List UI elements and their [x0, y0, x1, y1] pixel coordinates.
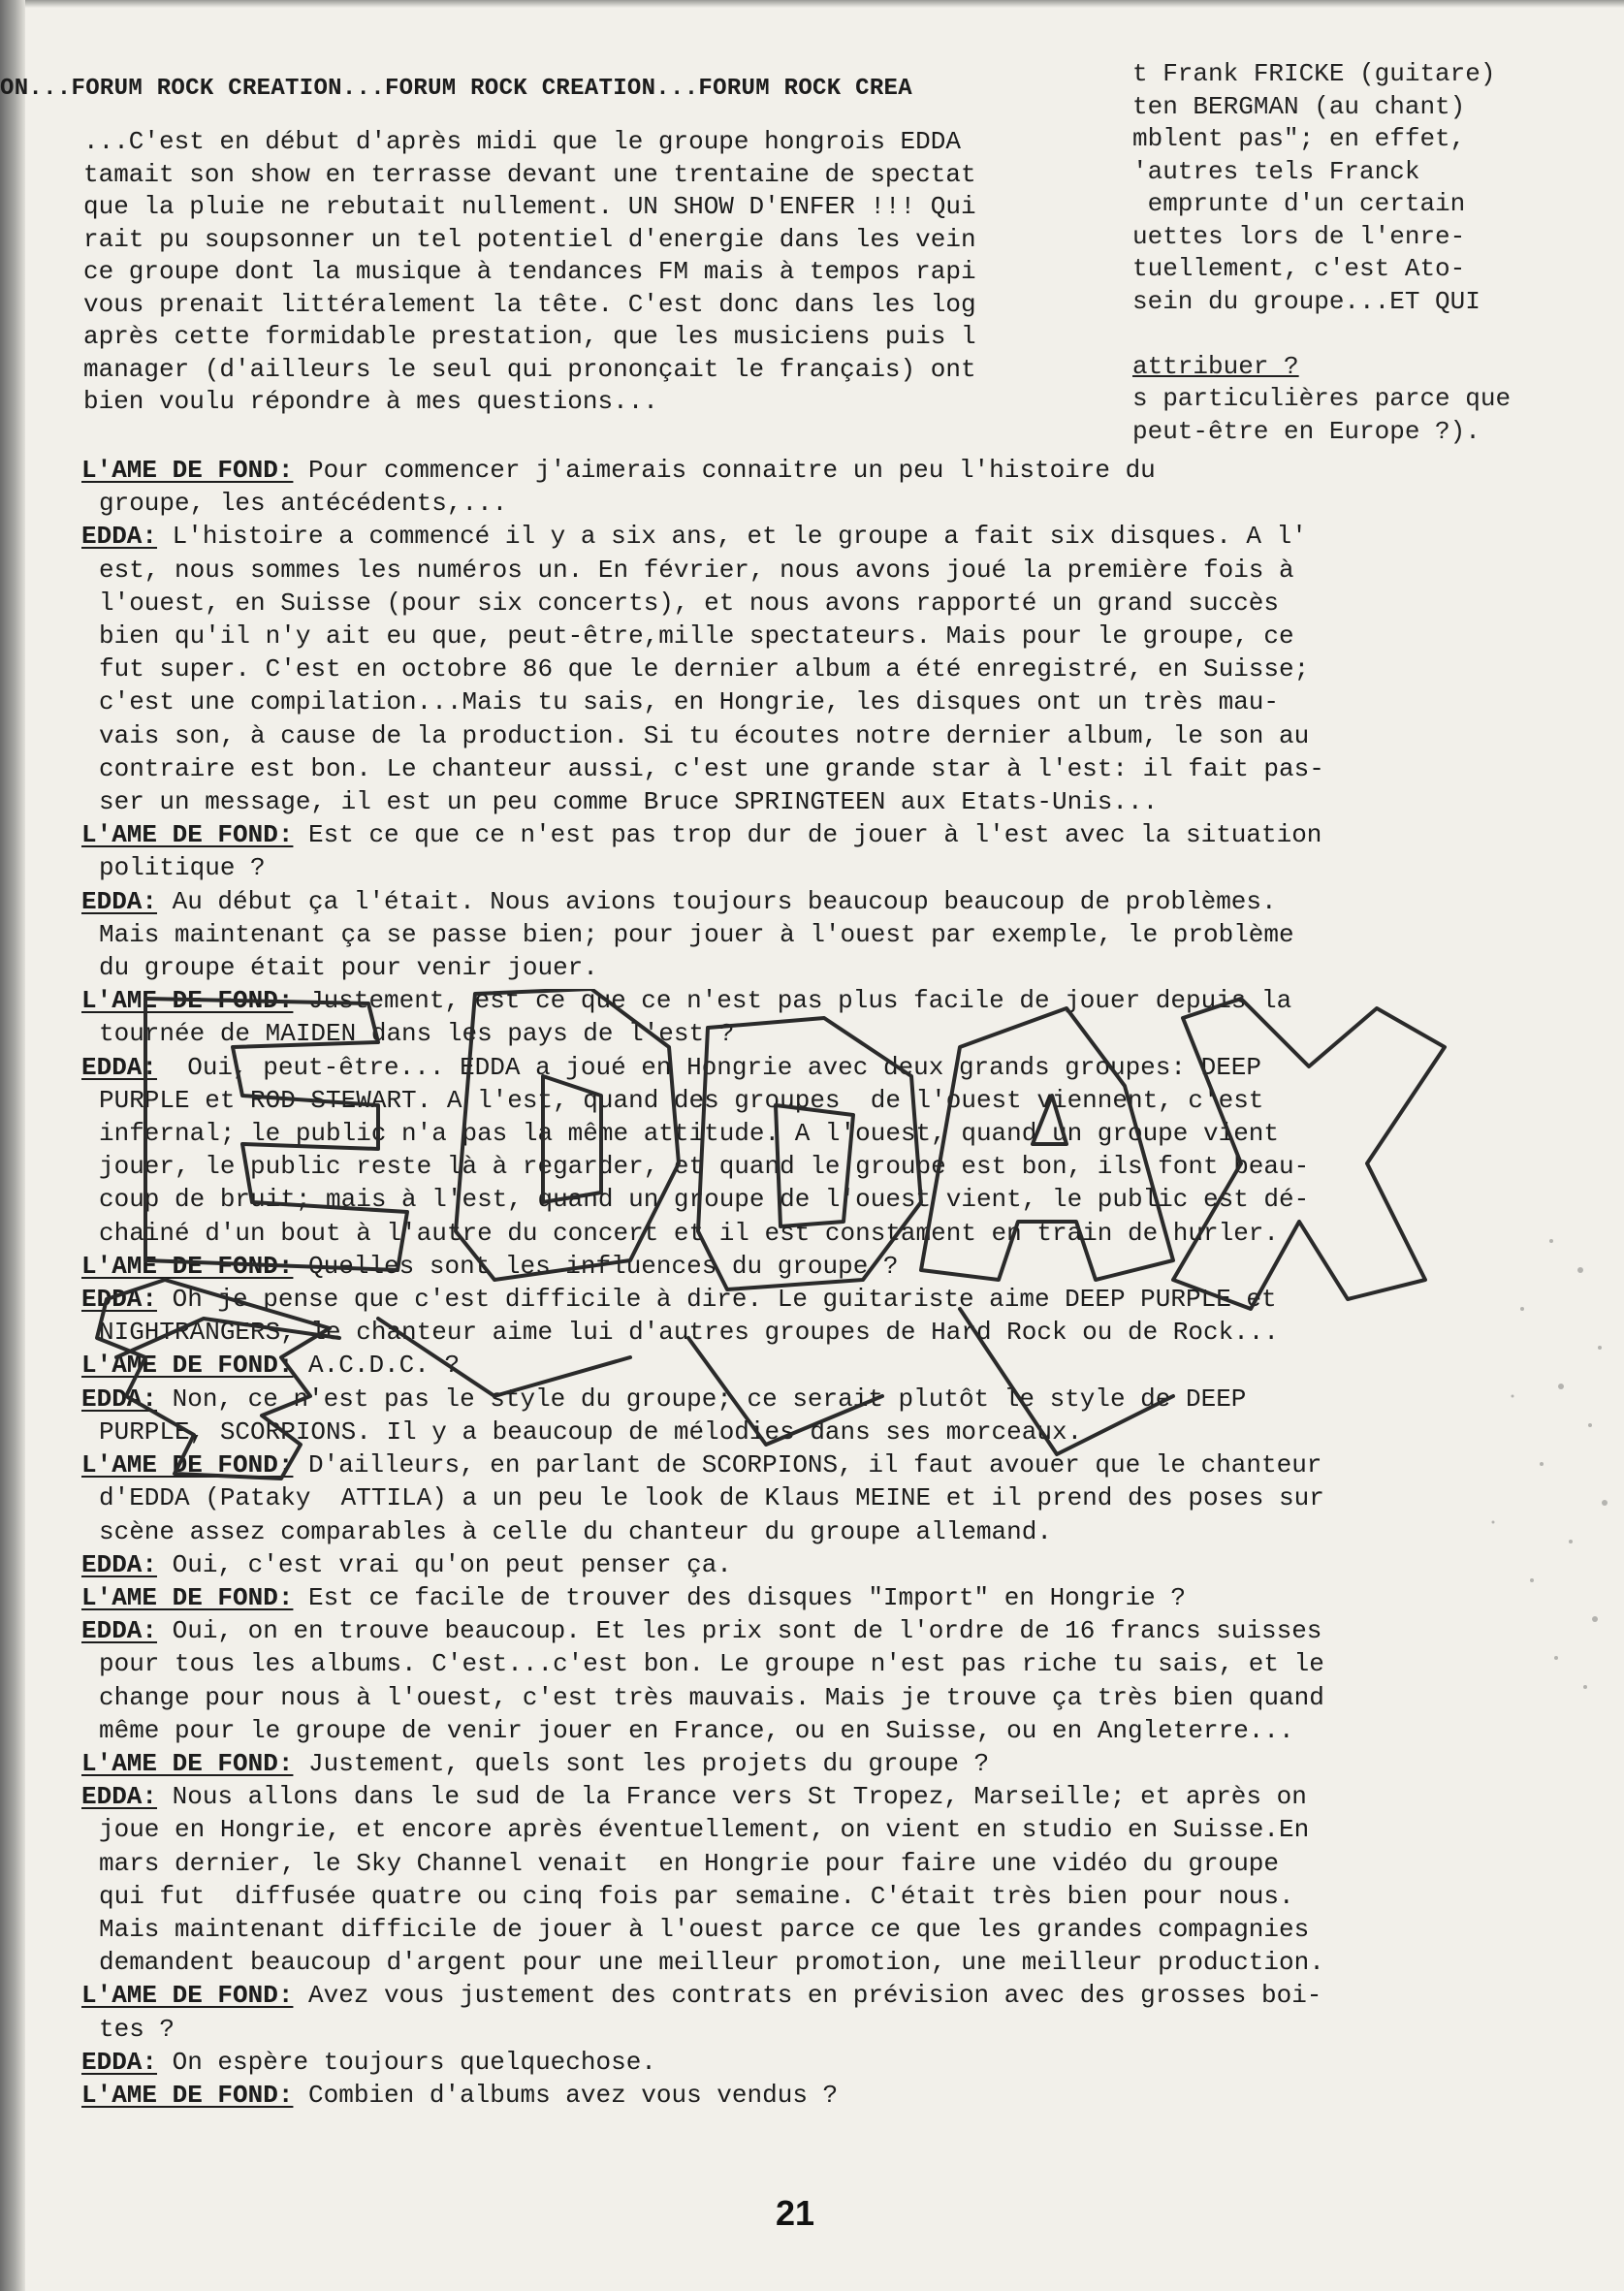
- speaker-text: A.C.D.C. ?: [293, 1351, 461, 1381]
- speaker-text: Nous allons dans le sud de la France vers St Tropez, Marseille; et après on: [157, 1782, 1307, 1812]
- speaker-label: L'AME DE FOND:: [81, 456, 294, 485]
- interview-exchange: [81, 1383, 1575, 1448]
- interview-exchange: [81, 1548, 1575, 1581]
- right-column-text: [1132, 58, 1598, 448]
- speaker-text-continuation: politique ?: [99, 853, 266, 883]
- exchange-first-line: [81, 1747, 1575, 1780]
- interview-exchange: [81, 2046, 1575, 2079]
- intro-line: vous prenait littéralement la tête. C'est donc dans les log: [83, 289, 976, 319]
- exchange-first-line: [81, 1614, 1575, 1647]
- speaker-text: Est ce que ce n'est pas trop dur de jouer à l'est avec la situation: [293, 820, 1322, 850]
- speaker-text-continuation: joue en Hongrie, et encore après éventuellement, on vient en studio en Suisse.En: [99, 1815, 1310, 1845]
- speaker-text-continuation: ser un message, il est un peu comme Bruce SPRINGTEEN aux Etats-Unis...: [99, 787, 1159, 817]
- speaker-text-continuation: contraire est bon. Le chanteur aussi, c'est une grande star à l'est: il fait pas-: [99, 753, 1324, 783]
- interview-exchange: [81, 885, 1575, 985]
- speaker-text: Pour commencer j'aimerais connaitre un peu l'histoire du: [293, 456, 1156, 485]
- speaker-label: L'AME DE FOND:: [81, 1450, 294, 1480]
- speaker-text: Non, ce n'est pas le style du groupe; ce serait plutôt le style de DEEP: [157, 1384, 1247, 1414]
- exchange-first-line: [81, 454, 1575, 487]
- speaker-label: EDDA:: [81, 886, 158, 916]
- speaker-text-continuation: PURPLE, SCORPIONS. Il y a beaucoup de mélodies dans ses morceaux.: [99, 1416, 1083, 1447]
- right-column-line: sein du groupe...ET QUI: [1132, 286, 1481, 316]
- speaker-text-continuation: NIGHTRANGERS, le chanteur aime lui d'autres groupes de Hard Rock ou de Rock...: [99, 1318, 1279, 1348]
- right-column-line: tuellement, c'est Ato-: [1132, 254, 1466, 283]
- speaker-label: EDDA:: [81, 522, 158, 552]
- speaker-text-continuation: qui fut diffusée quatre ou cinq fois par semaine. C'était très bien pour nous.: [99, 1881, 1294, 1911]
- speaker-text-continuation: Mais maintenant difficile de jouer à l'ouest parce ce que les grandes compagnies: [99, 1914, 1310, 1944]
- speaker-label: L'AME DE FOND:: [81, 986, 294, 1016]
- speaker-text-continuation: tournée de MAIDEN dans les pays de l'est ?: [99, 1019, 735, 1049]
- speaker-label: EDDA:: [81, 1782, 158, 1812]
- speaker-text: Au début ça l'était. Nous avions toujours beaucoup beaucoup de problèmes.: [157, 886, 1277, 916]
- interview-exchange: [81, 1051, 1575, 1250]
- speaker-text-continuation: groupe, les antécédents,...: [99, 489, 508, 519]
- speaker-text-continuation: bien qu'il n'y ait eu que, peut-être,mille spectateurs. Mais pour le groupe, ce: [99, 621, 1294, 652]
- interview-exchange: [81, 1780, 1575, 1979]
- page-number: 21: [776, 2193, 815, 2233]
- right-column-line: mblent pas"; en effet,: [1132, 124, 1466, 153]
- binding-edge: [0, 0, 25, 2291]
- interview-exchange: [81, 1283, 1575, 1349]
- right-column-line: [1132, 318, 1598, 351]
- speaker-label: L'AME DE FOND:: [81, 820, 294, 850]
- speaker-label: EDDA:: [81, 1384, 158, 1414]
- exchange-first-line: [81, 1383, 1575, 1416]
- right-column-line: t Frank FRICKE (guitare): [1132, 59, 1496, 88]
- speaker-text: Justement, quels sont les projets du groupe ?: [293, 1748, 990, 1778]
- exchange-first-line: [81, 984, 1575, 1017]
- exchange-first-line: [81, 1250, 1575, 1283]
- speaker-label: EDDA:: [81, 1549, 158, 1579]
- exchange-first-line: [81, 1051, 1575, 1084]
- section-banner: ON...FORUM ROCK CREATION...FORUM ROCK CREATION...FORUM ROCK CREA: [0, 76, 912, 102]
- speaker-text: D'ailleurs, en parlant de SCORPIONS, il faut avouer que le chanteur: [293, 1450, 1322, 1480]
- interview-exchange: [81, 2079, 1575, 2112]
- right-column-line: s particulières parce que: [1132, 384, 1512, 413]
- exchange-first-line: [81, 1979, 1575, 2012]
- speaker-text: Avez vous justement des contrats en prévision avec des grosses boi-: [293, 1981, 1322, 2011]
- speaker-text: Oui, on en trouve beaucoup. Et les prix sont de l'ordre de 16 francs suisses: [157, 1616, 1322, 1646]
- speaker-text: Oui, peut-être... EDDA a joué en Hongrie avec deux grands groupes: DEEP: [157, 1052, 1262, 1082]
- intro-line: ...C'est en début d'après midi que le groupe hongrois EDDA: [83, 127, 961, 156]
- speaker-text-continuation: est, nous sommes les numéros un. En février, nous avons joué la première fois à: [99, 555, 1294, 585]
- speaker-text-continuation: demandent beaucoup d'argent pour une meilleur promotion, une meilleur production.: [99, 1948, 1324, 1978]
- intro-line: tamait son show en terrasse devant une trentaine de spectat: [83, 159, 976, 189]
- speaker-label: L'AME DE FOND:: [81, 1351, 294, 1381]
- scan-top-edge: [0, 0, 1624, 8]
- speaker-text: Combien d'albums avez vous vendus ?: [293, 2080, 839, 2110]
- exchange-first-line: [81, 885, 1575, 918]
- speaker-text: Est ce facile de trouver des disques "Import" en Hongrie ?: [293, 1582, 1186, 1612]
- speaker-text-continuation: mars dernier, le Sky Channel venait en Hongrie pour faire une vidéo du groupe: [99, 1848, 1279, 1878]
- interview-exchange: [81, 1747, 1575, 1780]
- exchange-first-line: [81, 818, 1575, 851]
- intro-line: ce groupe dont la musique à tendances FM mais à tempos rapi: [83, 257, 976, 286]
- right-column-line: uettes lors de l'enre-: [1132, 221, 1466, 251]
- interview-exchange: [81, 1614, 1575, 1747]
- right-column-line: ten BERGMAN (au chant): [1132, 91, 1466, 121]
- speaker-text-continuation: Mais maintenant ça se passe bien; pour jouer à l'ouest par exemple, le problème: [99, 919, 1294, 949]
- speaker-text-continuation: d'EDDA (Pataky ATTILA) a un peu le look de Klaus MEINE et il prend des poses sur: [99, 1483, 1324, 1513]
- intro-paragraph: [83, 126, 1145, 419]
- speaker-text-continuation: PURPLE et ROD STEWART. A l'est, quand des groupes de l'ouest viennent, c'est: [99, 1085, 1264, 1115]
- speaker-text-continuation: jouer, le public reste là à regarder, et quand le groupe est bon, ils font beau-: [99, 1152, 1310, 1182]
- exchange-first-line: [81, 1349, 1575, 1382]
- exchange-first-line: [81, 1780, 1575, 1813]
- speaker-label: L'AME DE FOND:: [81, 1251, 294, 1281]
- right-column-line: attribuer ?: [1132, 351, 1299, 381]
- speaker-label: EDDA:: [81, 1285, 158, 1315]
- interview-exchange: [81, 818, 1575, 884]
- interview-exchange: [81, 520, 1575, 818]
- speaker-text-continuation: chainé d'un bout à l'autre du concert et il est constament en train de hurler.: [99, 1218, 1279, 1248]
- intro-line: après cette formidable prestation, que les musiciens puis l: [83, 322, 976, 351]
- exchange-first-line: [81, 2046, 1575, 2079]
- exchange-first-line: [81, 1548, 1575, 1581]
- speaker-label: L'AME DE FOND:: [81, 2080, 294, 2110]
- interview-exchange: [81, 1448, 1575, 1548]
- interview-body: [81, 454, 1575, 2112]
- speaker-label: EDDA:: [81, 1052, 158, 1082]
- exchange-first-line: [81, 1283, 1575, 1316]
- exchange-first-line: [81, 1581, 1575, 1614]
- speaker-text: Justement, est ce que ce n'est pas plus facile de jouer depuis la: [293, 986, 1292, 1016]
- exchange-first-line: [81, 520, 1575, 553]
- exchange-first-line: [81, 2079, 1575, 2112]
- right-column-line: peut-être en Europe ?).: [1132, 416, 1481, 446]
- speaker-text: Oui, c'est vrai qu'on peut penser ça.: [157, 1549, 732, 1579]
- interview-exchange: [81, 1250, 1575, 1283]
- exchange-first-line: [81, 1448, 1575, 1481]
- interview-exchange: [81, 1349, 1575, 1382]
- speaker-label: EDDA:: [81, 1616, 158, 1646]
- right-column-line: 'autres tels Franck: [1132, 156, 1420, 186]
- speaker-text: On espère toujours quelquechose.: [157, 2047, 656, 2077]
- interview-exchange: [81, 1979, 1575, 2045]
- speaker-text-continuation: infernal; le public n'a pas la même attitude. A l'ouest, quand un groupe vient: [99, 1119, 1279, 1149]
- speaker-label: L'AME DE FOND:: [81, 1981, 294, 2011]
- speaker-text-continuation: pour tous les albums. C'est...c'est bon. Le groupe n'est pas riche tu sais, et le: [99, 1649, 1324, 1679]
- speaker-text-continuation: c'est une compilation...Mais tu sais, en Hongrie, les disques ont un très mau-: [99, 687, 1279, 717]
- intro-line: manager (d'ailleurs le seul qui prononçait le français) ont: [83, 354, 976, 384]
- speaker-text: L'histoire a commencé il y a six ans, et le groupe a fait six disques. A l': [157, 522, 1307, 552]
- speaker-label: L'AME DE FOND:: [81, 1748, 294, 1778]
- intro-line: bien voulu répondre à mes questions...: [83, 387, 658, 416]
- interview-exchange: [81, 984, 1575, 1050]
- speaker-text: Quelles sont les influences du groupe ?: [293, 1251, 899, 1281]
- interview-exchange: [81, 454, 1575, 520]
- speaker-text-continuation: du groupe était pour venir jouer.: [99, 953, 598, 983]
- speaker-text-continuation: scène assez comparables à celle du chanteur du groupe allemand.: [99, 1516, 1052, 1546]
- interview-exchange: [81, 1581, 1575, 1614]
- speaker-text-continuation: change pour nous à l'ouest, c'est très mauvais. Mais je trouve ça très bien quand: [99, 1682, 1324, 1712]
- speaker-text-continuation: vais son, à cause de la production. Si tu écoutes notre dernier album, le son au: [99, 720, 1310, 750]
- speaker-text-continuation: tes ?: [99, 2014, 175, 2044]
- speaker-text-continuation: même pour le groupe de venir jouer en France, ou en Suisse, ou en Angleterre...: [99, 1715, 1294, 1745]
- speaker-label: EDDA:: [81, 2047, 158, 2077]
- speaker-text-continuation: l'ouest, en Suisse (pour six concerts), et nous avons rapporté un grand succès: [99, 588, 1279, 618]
- speaker-text: Oh je pense que c'est difficile à dire. Le guitariste aime DEEP PURPLE et: [157, 1285, 1277, 1315]
- speaker-text-continuation: coup de bruit; mais à l'est, quand un groupe de l'ouest vient, le public est dé-: [99, 1185, 1310, 1215]
- right-column-line: emprunte d'un certain: [1132, 189, 1466, 218]
- speaker-label: L'AME DE FOND:: [81, 1582, 294, 1612]
- speaker-text-continuation: fut super. C'est en octobre 86 que le dernier album a été enregistré, en Suisse;: [99, 654, 1310, 684]
- intro-line: que la pluie ne rebutait nullement. UN SHOW D'ENFER !!! Qui: [83, 192, 976, 221]
- intro-line: rait pu soupsonner un tel potentiel d'energie dans les vein: [83, 224, 976, 254]
